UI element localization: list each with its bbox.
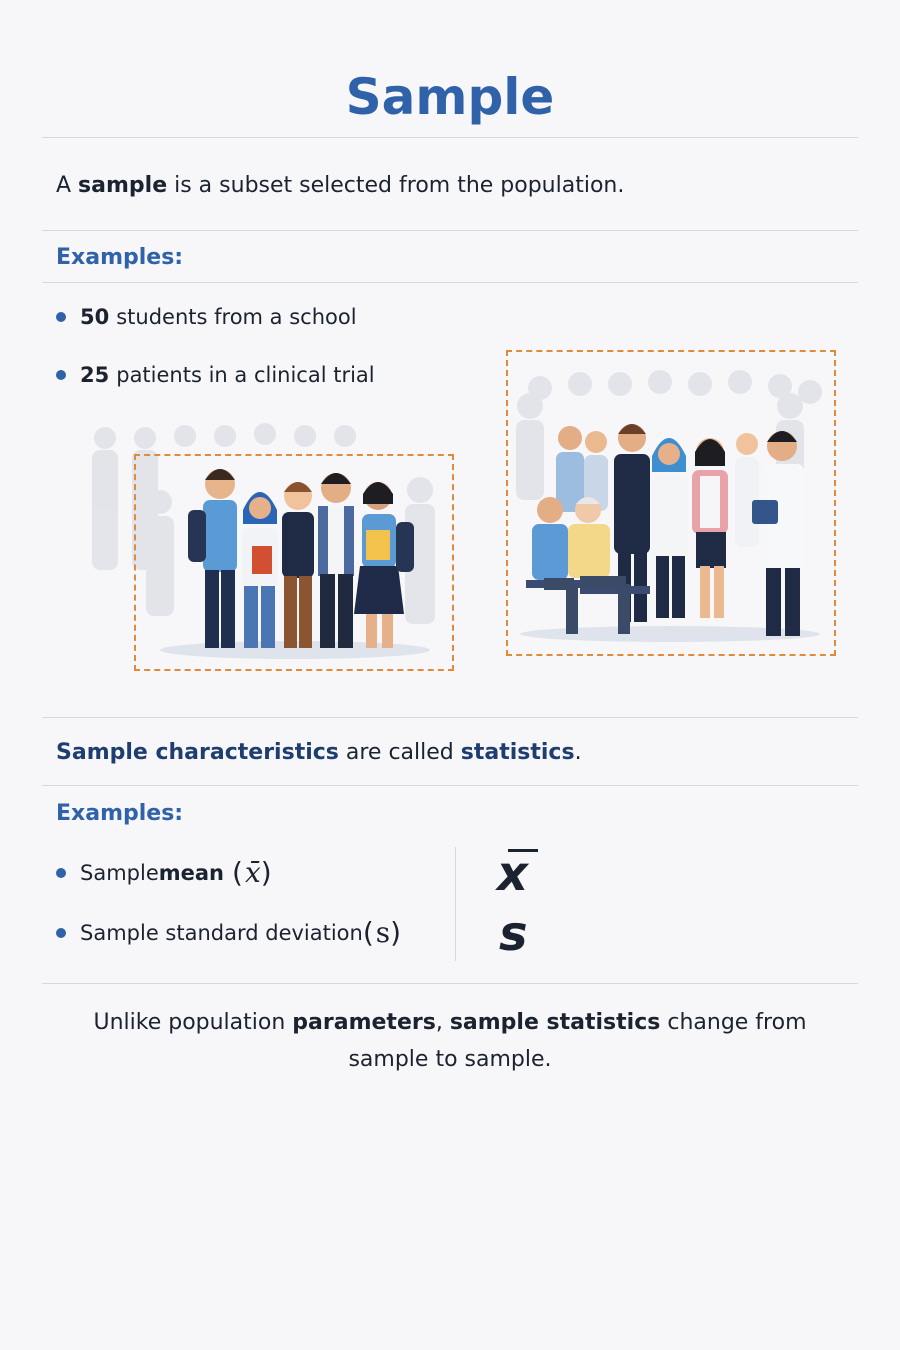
closing-part: change from sample to sample. — [348, 1010, 807, 1072]
example-text: students from a school — [116, 305, 357, 329]
sample-frame-students — [134, 454, 454, 671]
statistics-bold: statistics — [460, 740, 575, 765]
list-item — [56, 856, 272, 889]
closing-bold: sample statistics — [449, 1010, 661, 1035]
vertical-divider — [455, 847, 456, 961]
divider — [42, 785, 858, 786]
paren-close: ) — [260, 856, 272, 889]
divider — [42, 282, 858, 283]
list-item — [56, 363, 375, 387]
bullet-icon — [56, 370, 66, 380]
characteristics-text — [56, 740, 582, 765]
closing-text — [80, 1004, 820, 1078]
paren-close: ) — [390, 916, 402, 949]
bullet-icon — [56, 928, 66, 938]
example-text: patients in a clinical trial — [116, 363, 375, 387]
example-number: 25 — [80, 363, 110, 387]
divider — [42, 137, 858, 138]
closing-part: Unlike population — [93, 1010, 293, 1035]
characteristics-bold: Sample characteristics — [56, 740, 339, 765]
paren-open: ( — [232, 856, 243, 889]
mean-symbol: x̄ — [244, 856, 261, 889]
example-text: Sample standard deviation — [80, 920, 363, 945]
examples-heading: Examples: — [56, 801, 184, 826]
divider — [42, 230, 858, 231]
divider — [42, 717, 858, 718]
bullet-icon — [56, 312, 66, 322]
definition-text — [56, 173, 624, 198]
sd-symbol: s — [375, 916, 391, 949]
closing-bold: parameters — [292, 1010, 436, 1035]
closing-part: , — [435, 1010, 450, 1035]
definition-prefix: A — [56, 173, 79, 198]
example-bold: mean — [158, 860, 224, 885]
list-item — [56, 916, 401, 949]
definition-bold: sample — [78, 173, 168, 198]
examples-heading: Examples: — [56, 245, 184, 270]
list-item — [56, 305, 357, 329]
sample-frame-patients — [506, 350, 836, 656]
divider — [42, 983, 858, 984]
big-sd-symbol: s — [499, 906, 528, 962]
page-title: Sample — [345, 68, 555, 126]
definition-suffix: is a subset selected from the population. — [167, 173, 625, 198]
characteristics-middle: are called — [338, 740, 461, 765]
big-mean-symbol: x — [497, 846, 528, 902]
bullet-icon — [56, 868, 66, 878]
characteristics-end: . — [574, 740, 582, 765]
example-text: Sample — [80, 860, 159, 885]
paren-open: ( — [362, 916, 374, 949]
example-number: 50 — [80, 305, 110, 329]
